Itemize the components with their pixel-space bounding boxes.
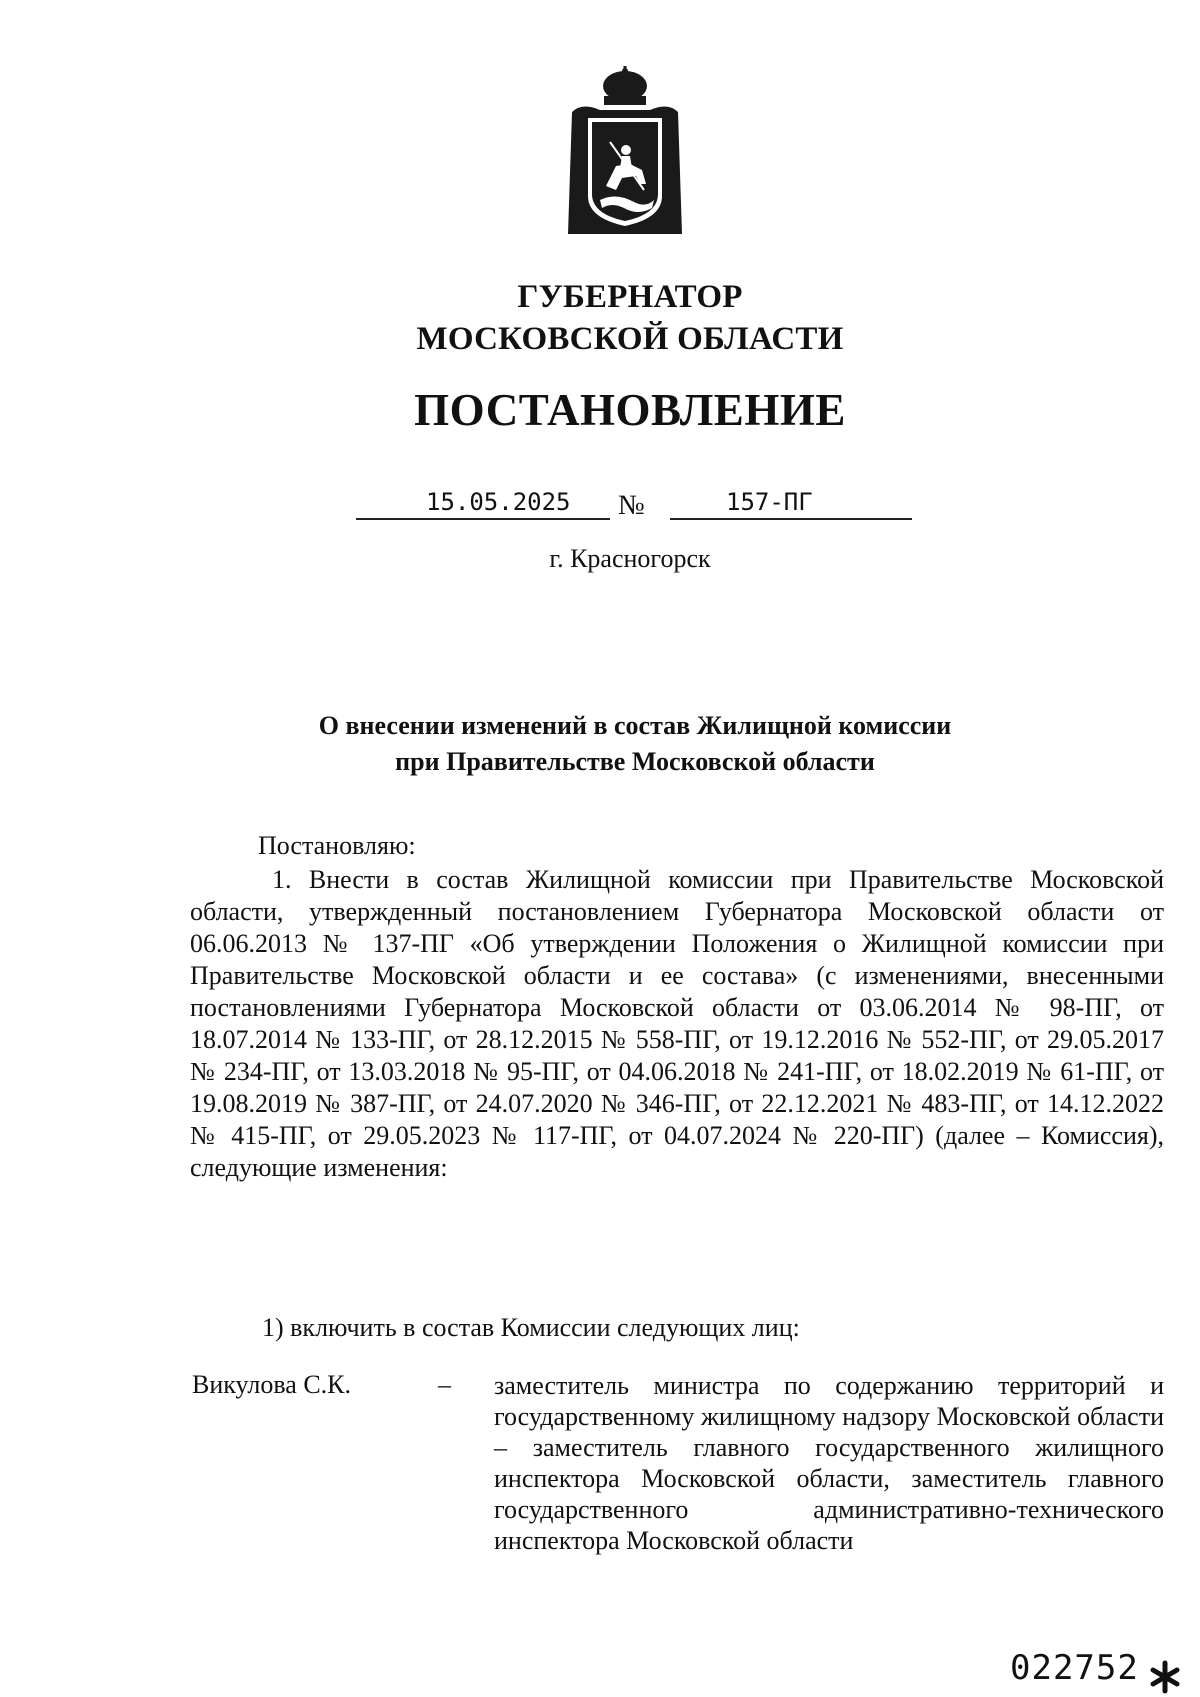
- item-1: 1) включить в состав Комиссии следующих лиц:: [262, 1313, 800, 1342]
- member-dash: –: [438, 1370, 451, 1399]
- resolution-intro: Постановляю:: [258, 831, 416, 860]
- authority-heading: [0, 276, 1200, 360]
- member-role: заместитель министра по содержанию территорий и государственному жилищному надзору Московской области – заместитель главного государственного жилищного инспектора Московской области, заместитель главного государственного административно-технического инспектора Московской области: [494, 1371, 1164, 1555]
- title-line1: О внесении изменений в состав Жилищной комиссии: [318, 711, 952, 740]
- date-underline: [356, 518, 610, 520]
- paragraph-1: [190, 864, 1164, 1184]
- coat-of-arms-icon: [560, 66, 690, 242]
- authority-line1: ГУБЕРНАТОР: [517, 279, 743, 315]
- number-underline: [670, 518, 912, 520]
- title-line2: при Правительстве Московской области: [395, 747, 875, 776]
- document-title: [0, 708, 1200, 780]
- document-date: 15.05.2025: [426, 488, 571, 516]
- date-number-line: [356, 488, 912, 524]
- member-name: Викулова С.К.: [192, 1370, 352, 1399]
- asterisk-star-icon: [1148, 1660, 1182, 1694]
- authority-line2: МОСКОВСКОЙ ОБЛАСТИ: [416, 321, 844, 357]
- number-sign: №: [618, 490, 645, 521]
- serial-number: 022752: [1010, 1648, 1139, 1688]
- document-number: 157-ПГ: [726, 488, 813, 516]
- paragraph-1-text: 1. Внести в состав Жилищной комиссии при Правительстве Московской области, утвержденный постановлением Губернатора Московской области от 06.06.2013 № 137-ПГ «Об утверждении Положения о Жилищной комиссии при Правительстве Московской области и ее состава» (с изменениями, внесенными постановлениями Губернатора Московской области от 03.06.2014 № 98-ПГ, от 18.07.2014 № 133-ПГ, от 28.12.2015 № 558-ПГ, от 19.12.2016 № 552-ПГ, от 29.05.2017 № 234-ПГ, от 13.03.2018 № 95-ПГ, от 04.06.2018 № 241-ПГ, от 18.02.2019 № 61-ПГ, от 19.08.2019 № 387-ПГ, от 24.07.2020 № 346-ПГ, от 22.12.2021 № 483-ПГ, от 14.12.2022 № 415-ПГ, от 29.05.2023 № 117-ПГ, от 04.07.2024 № 220-ПГ) (далее – Комиссия), следующие изменения:: [190, 865, 1164, 1182]
- document-type: ПОСТАНОВЛЕНИЕ: [414, 385, 846, 435]
- city: г. Красногорск: [549, 544, 711, 573]
